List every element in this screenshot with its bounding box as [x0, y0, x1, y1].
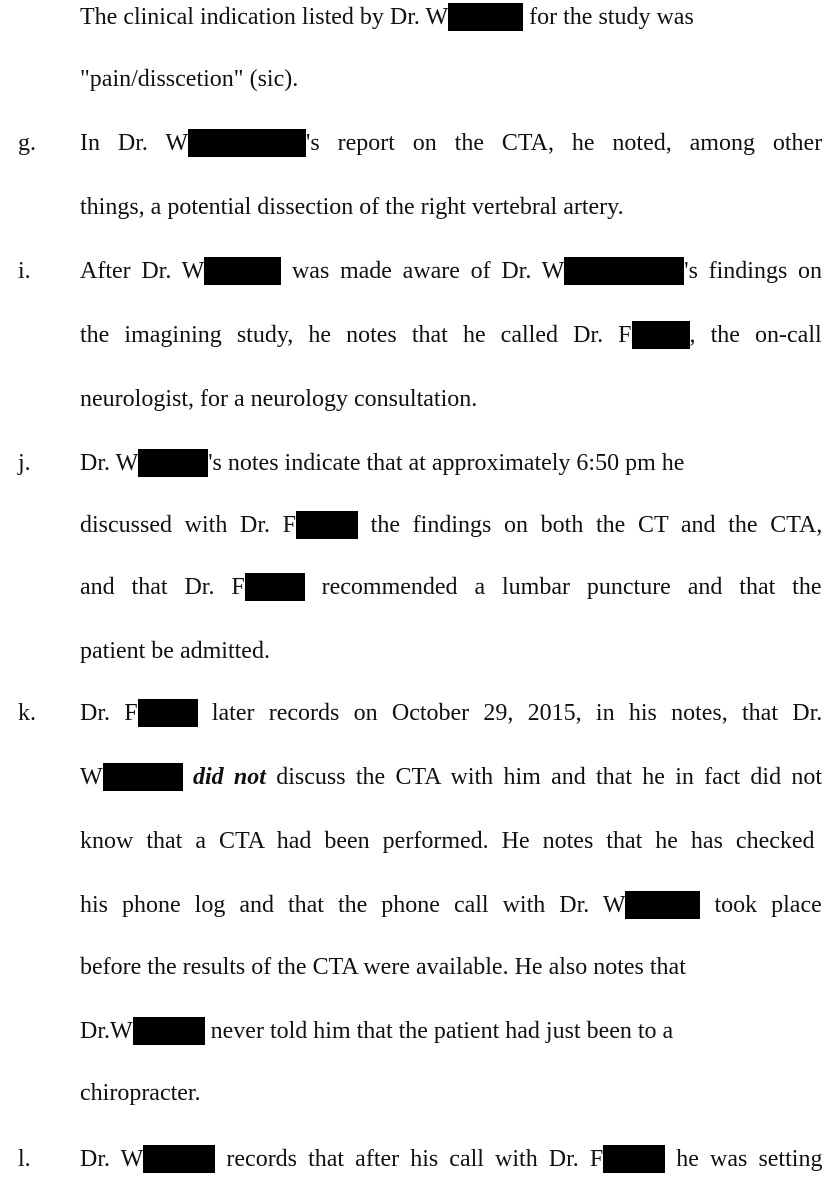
text-run: neurologist, for a neurology consultation.	[80, 386, 478, 412]
text-run: recommended a lumbar puncture and that the	[304, 574, 822, 600]
text-run	[183, 764, 193, 790]
text-run: In Dr. W	[80, 130, 189, 156]
text-run: before the results of the CTA were available. He also notes that	[80, 954, 686, 980]
redaction-block	[296, 511, 358, 539]
text-run: he was setting	[665, 1146, 823, 1172]
text-run: never told him that the patient had just been to a	[204, 1018, 674, 1044]
text-run: The clinical indication listed by Dr. W	[80, 4, 449, 30]
redaction-block	[138, 449, 208, 477]
text-line	[80, 2, 694, 32]
list-marker: i.	[18, 258, 31, 284]
list-marker: g.	[18, 130, 36, 156]
text-run: , the on-call	[689, 322, 822, 348]
redaction-block	[204, 257, 281, 285]
text-line	[80, 698, 822, 728]
text-line	[80, 1144, 822, 1174]
text-run: was made aware of Dr. W	[281, 258, 565, 284]
redaction-block	[625, 891, 700, 919]
emphasis-text: did not	[192, 764, 266, 790]
text-run: and that Dr. F	[80, 574, 245, 600]
text-line	[80, 572, 822, 602]
list-marker: k.	[18, 700, 36, 726]
redaction-block	[138, 699, 198, 727]
text-line	[80, 1078, 201, 1108]
text-run: "pain/disscetion" (sic).	[80, 66, 299, 92]
text-line	[80, 1016, 673, 1046]
redaction-block	[188, 129, 306, 157]
text-line	[80, 192, 624, 222]
text-run: took place	[700, 892, 822, 918]
text-run: Dr. W	[80, 450, 139, 476]
text-run: the findings on both the CT and the CTA,	[358, 512, 823, 538]
list-marker: j.	[18, 450, 31, 476]
text-line	[80, 826, 815, 856]
text-line	[80, 128, 822, 158]
text-run: things, a potential dissection of the right vertebral artery.	[80, 194, 624, 220]
redaction-block	[632, 321, 690, 349]
text-run: Dr.W	[80, 1018, 133, 1044]
text-run: his phone log and that the phone call with Dr. W	[80, 892, 626, 918]
redaction-block	[564, 257, 684, 285]
text-line	[80, 510, 822, 540]
redaction-block	[133, 1017, 205, 1045]
text-run: W	[80, 764, 103, 790]
text-line	[80, 448, 684, 478]
text-run: chiropracter.	[80, 1080, 201, 1106]
text-run: Dr. F	[80, 700, 138, 726]
text-line	[80, 384, 477, 414]
text-line	[80, 762, 822, 792]
redaction-block	[603, 1145, 665, 1173]
text-run: 's findings on	[684, 258, 822, 284]
text-run: 's notes indicate that at approximately 6:50 pm he	[208, 450, 685, 476]
text-line	[80, 256, 822, 286]
text-run: the imagining study, he notes that he called Dr. F	[80, 322, 632, 348]
text-run: 's report on the CTA, he noted, among other	[306, 130, 823, 156]
text-run: for the study was	[523, 4, 694, 30]
text-line	[80, 952, 686, 982]
list-marker: l.	[18, 1146, 31, 1172]
redaction-block	[103, 763, 183, 791]
text-run: later records on October 29, 2015, in his notes, that Dr.	[197, 700, 823, 726]
text-run: records that after his call with Dr. F	[215, 1146, 604, 1172]
text-run: patient be admitted.	[80, 638, 270, 664]
text-run: discussed with Dr. F	[80, 512, 297, 538]
text-run: discuss the CTA with him and that he in fact did not	[265, 764, 823, 790]
redaction-block	[245, 573, 305, 601]
redaction-block	[448, 3, 523, 31]
text-line	[80, 636, 270, 666]
text-run: know that a CTA had been performed. He notes that he has checked	[80, 828, 815, 854]
text-line	[80, 890, 822, 920]
redaction-block	[143, 1145, 215, 1173]
text-line	[80, 64, 298, 94]
text-run: After Dr. W	[80, 258, 205, 284]
text-run: Dr. W	[80, 1146, 144, 1172]
text-line	[80, 320, 822, 350]
